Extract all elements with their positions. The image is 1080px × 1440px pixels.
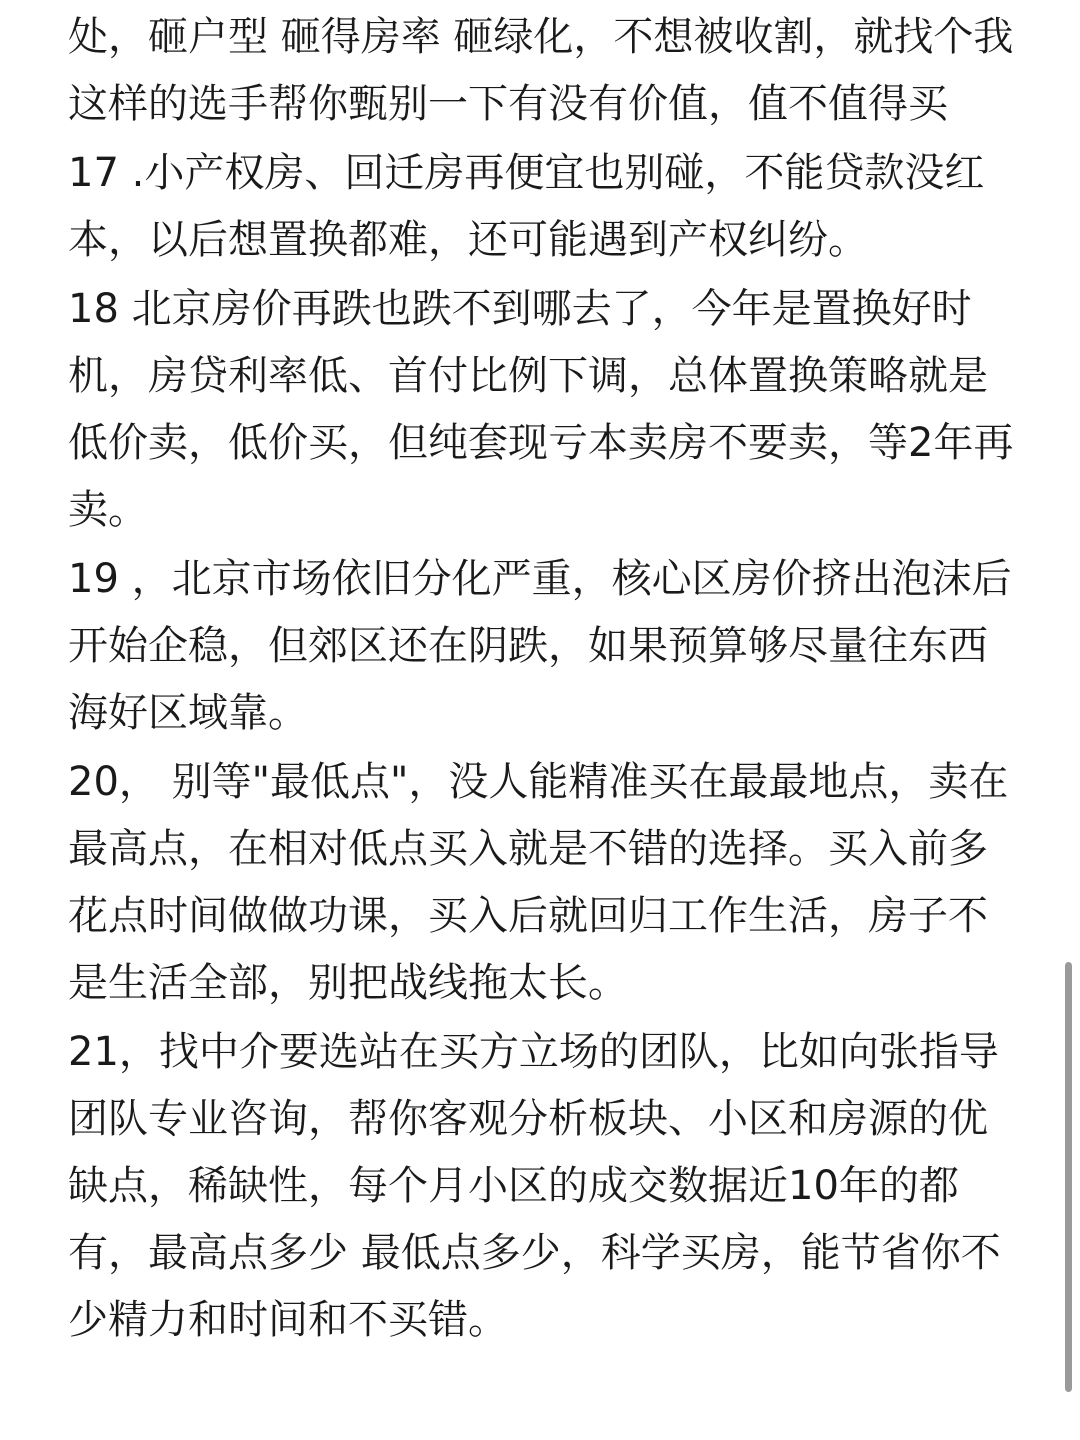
paragraph-18: 18 北京房价再跌也跌不到哪去了，今年是置换好时机，房贷利率低、首付比例下调，总体置换策略就是低价卖，低价买，但纯套现亏本卖房不要卖，等2年再卖。 xyxy=(68,286,1014,533)
paragraph-19: 19 ，北京市场依旧分化严重，核心区房价挤出泡沫后开始企稳，但郊区还在阴跌，如果预算够尽量往东西海好区域靠。 xyxy=(68,556,1012,736)
scrollbar[interactable] xyxy=(1065,962,1072,1392)
article-content xyxy=(68,0,1018,1440)
paragraph-20: 20， 别等"最低点"，没人能精准买在最最地点，卖在最高点，在相对低点买入就是不错的选择。买入前多花点时间做做功课，买入后就回归工作生活，房子不是生活全部，别把战线拖太长。 xyxy=(68,759,1009,1006)
paragraph-continuation: 处，砸户型 砸得房率 砸绿化，不想被收割，就找个我这样的选手帮你甄别一下有没有价值，值不值得买 xyxy=(68,14,1014,127)
paragraph-21: 21，找中介要选站在买方立场的团队，比如向张指导团队专业咨询，帮你客观分析板块、小区和房源的优缺点，稀缺性，每个月小区的成交数据近10年的都有，最高点多少 最低点多少，科学买房，能节省你不少精力和时间和不买错。 xyxy=(68,1029,1001,1343)
paragraph-17: 17 .小产权房、回迁房再便宜也别碰，不能贷款没红本，以后想置换都难，还可能遇到产权纠纷。 xyxy=(68,150,985,263)
